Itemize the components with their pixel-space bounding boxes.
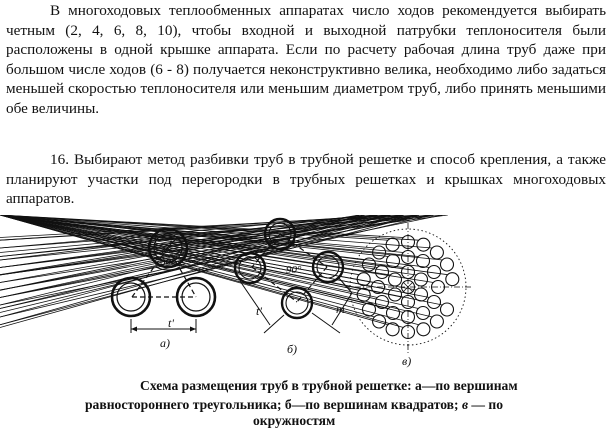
caption-line-1: Схема размещения труб в трубной решетке: а—по вершинам <box>140 378 518 393</box>
tube-dim-label-a: t' <box>170 235 175 245</box>
caption-line-2 <box>85 397 585 413</box>
dimension-t-label-a: t' <box>168 316 174 330</box>
dimension-t-label-b: t' <box>256 304 262 318</box>
angle-90-label: 90° <box>286 264 302 276</box>
figure-label-b: б) <box>287 342 298 356</box>
caption-line-2-part-a: равностороннего треугольника; б—по вершинам квадратов; <box>85 397 462 412</box>
caption-line-2-letter-v: в <box>461 397 469 412</box>
figure-v-concentric-layout <box>0 215 472 353</box>
figure-label-v: в) <box>402 354 412 368</box>
tube-layout-figure <box>0 215 613 375</box>
angle-60-label: 60° <box>160 256 176 268</box>
figure-label-a: а) <box>160 336 170 350</box>
caption-line-3: окружностям <box>253 413 336 428</box>
caption-line-2-part-b: — по <box>468 397 504 412</box>
paragraph-tube-passes: В многоходовых теплообменных аппаратах число ходов рекомендуется выбирать четным (2, 4, 6, 8, 10), чтобы входной и выходной патрубки теплоносителя были расположены в одной крышке аппарата. Если по расчету рабочая длина труб даже при большом числе ходов (6 - 8) получается неконструктивно велика, необходимо либо задаться меньшей скоростью теплоносителя или меньшим диаметром труб, либо принять меньшими обе величины. <box>6 2 606 117</box>
paragraph-item-16: 16. Выбирают метод разбивки труб в трубной решетке и способ крепления, а также планируют участки под перегородки в трубных решетках и крышках многоходовых аппаратов. <box>6 151 606 208</box>
dimension-m-label-b: m <box>336 302 345 316</box>
